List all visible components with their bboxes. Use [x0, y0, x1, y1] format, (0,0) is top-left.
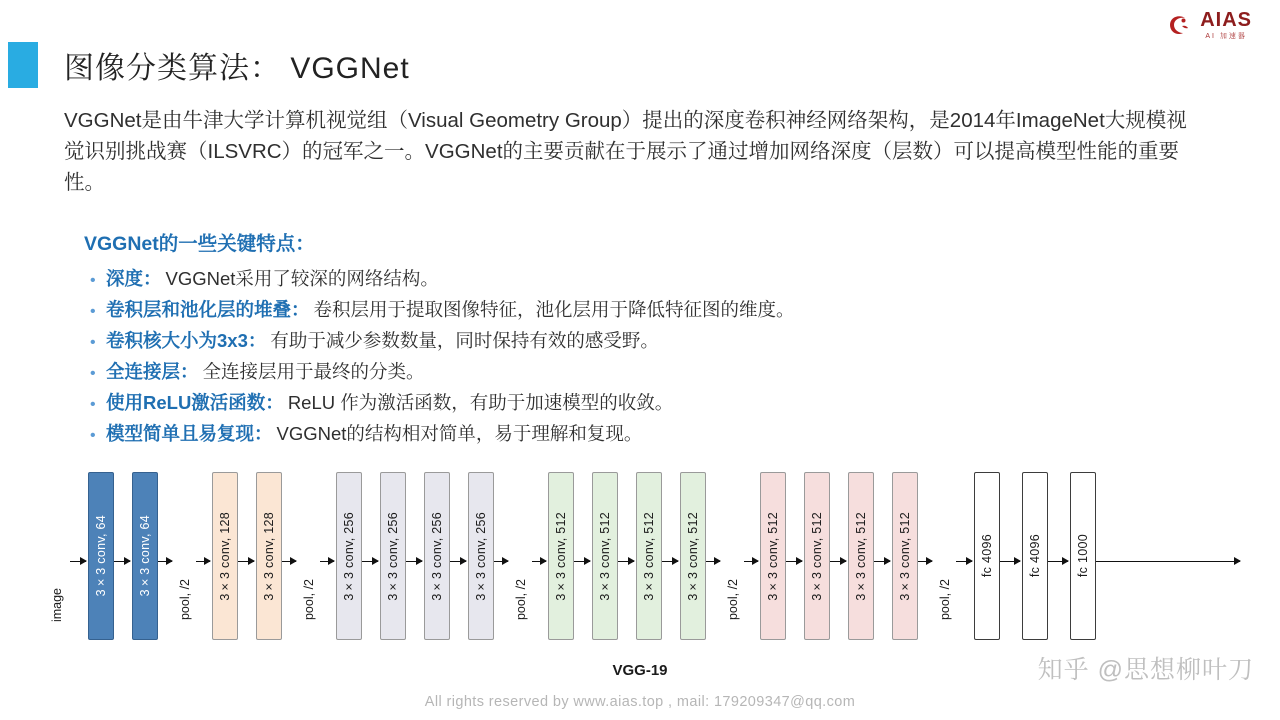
list-item-text: 全连接层用于最终的分类。	[202, 361, 425, 382]
intro-paragraph: VGGNet是由牛津大学计算机视觉组（Visual Geometry Group）提出的深度卷积神经网络架构，是2014年ImageNet大规模视觉识别挑战赛（ILSVRC）的冠军之一。VGGNet的主要贡献在于展示了通过增加网络深度（层数）可以提高模型性能的重要性。	[64, 109, 1187, 194]
flow-arrow	[786, 561, 802, 563]
list-item-label: 卷积层和池化层的堆叠：	[106, 299, 310, 320]
watermark: 知乎 @思想柳叶刀	[1037, 656, 1254, 684]
flow-arrow	[114, 561, 130, 563]
conv-layer-block: 3×3 conv, 512	[848, 472, 874, 640]
flow-arrow	[320, 561, 334, 563]
conv-layer-block: 3×3 conv, 512	[804, 472, 830, 640]
flow-arrow	[450, 561, 466, 563]
conv-layer-block: 3×3 conv, 128	[256, 472, 282, 640]
flow-arrow	[1048, 561, 1068, 563]
diagram-input-label: image	[50, 587, 64, 623]
list-item-label: 全连接层：	[106, 361, 199, 382]
bullet-icon: •	[90, 396, 96, 413]
conv-layer-block: 3×3 conv, 128	[212, 472, 238, 640]
title-accent-bar	[8, 42, 38, 88]
conv-layer-block: 3×3 conv, 512	[760, 472, 786, 640]
list-item-text: ReLU 作为激活函数，有助于加速模型的收敛。	[287, 392, 674, 413]
list-item-label: 使用ReLU激活函数：	[106, 392, 284, 413]
flow-arrow	[362, 561, 378, 563]
key-points-section	[84, 228, 1184, 451]
footer-text: All rights reserved by www.aias.top , mail: 179209347@qq.com	[424, 694, 856, 710]
list-item-label: 模型简单且易复现：	[106, 423, 273, 444]
flow-arrow	[158, 561, 172, 563]
list-item	[84, 389, 1184, 418]
conv-layer-block: 3×3 conv, 256	[380, 472, 406, 640]
bullet-icon: •	[90, 334, 96, 351]
list-item-text: 卷积层用于提取图像特征，池化层用于降低特征图的维度。	[313, 299, 795, 320]
bullet-icon: •	[90, 272, 96, 289]
list-item	[84, 327, 1184, 356]
pool-label: pool, /2	[938, 579, 952, 621]
list-item-text: VGGNet采用了较深的网络结构。	[165, 268, 439, 289]
list-item	[84, 358, 1184, 387]
flow-arrow	[744, 561, 758, 563]
pool-label: pool, /2	[302, 579, 316, 621]
conv-layer-block: 3×3 conv, 512	[636, 472, 662, 640]
fc-layer-block: fc 4096	[1022, 472, 1048, 640]
flow-arrow	[574, 561, 590, 563]
list-item-text: 有助于减少参数数量，同时保持有效的感受野。	[270, 330, 659, 351]
conv-layer-block: 3×3 conv, 64	[88, 472, 114, 640]
flow-arrow	[956, 561, 972, 563]
vgg-architecture-diagram	[40, 440, 1250, 640]
pool-label: pool, /2	[514, 579, 528, 621]
flow-arrow	[196, 561, 210, 563]
flow-arrow	[70, 561, 86, 563]
conv-layer-block: 3×3 conv, 256	[424, 472, 450, 640]
conv-layer-block: 3×3 conv, 64	[132, 472, 158, 640]
brand-subtitle: AI 加速器	[1205, 33, 1247, 40]
flow-arrow	[830, 561, 846, 563]
conv-layer-block: 3×3 conv, 512	[892, 472, 918, 640]
pool-label: pool, /2	[726, 579, 740, 621]
flow-arrow	[406, 561, 422, 563]
list-item	[84, 265, 1184, 294]
flow-arrow	[238, 561, 254, 563]
pool-label: pool, /2	[178, 579, 192, 621]
list-item-text: VGGNet的结构相对简单，易于理解和复现。	[276, 423, 643, 444]
list-item	[84, 296, 1184, 325]
fc-layer-block: fc 1000	[1070, 472, 1096, 640]
title-text: 图像分类算法： VGGNet	[64, 52, 410, 85]
flow-arrow	[494, 561, 508, 563]
flow-arrow	[662, 561, 678, 563]
flow-arrow	[1000, 561, 1020, 563]
flow-arrow	[618, 561, 634, 563]
conv-layer-block: 3×3 conv, 512	[592, 472, 618, 640]
key-points-heading: VGGNet的一些关键特点：	[84, 233, 315, 255]
flow-arrow	[532, 561, 546, 563]
flow-arrow	[874, 561, 890, 563]
list-item-label: 卷积核大小为3x3：	[106, 330, 267, 351]
brand-logo	[1164, 10, 1252, 40]
conv-layer-block: 3×3 conv, 256	[468, 472, 494, 640]
fc-layer-block: fc 4096	[974, 472, 1000, 640]
flow-arrow	[282, 561, 296, 563]
diagram-caption: VGG-19	[612, 662, 668, 679]
page-title	[8, 42, 410, 88]
conv-layer-block: 3×3 conv, 512	[548, 472, 574, 640]
flow-arrow	[918, 561, 932, 563]
flow-arrow-output	[1096, 561, 1240, 563]
bullet-icon: •	[90, 427, 96, 444]
list-item-label: 深度：	[106, 268, 162, 289]
dragon-logo-icon	[1164, 10, 1194, 40]
flow-arrow	[706, 561, 720, 563]
brand-name: AIAS	[1200, 9, 1252, 31]
conv-layer-block: 3×3 conv, 512	[680, 472, 706, 640]
conv-layer-block: 3×3 conv, 256	[336, 472, 362, 640]
bullet-icon: •	[90, 365, 96, 382]
bullet-icon: •	[90, 303, 96, 320]
